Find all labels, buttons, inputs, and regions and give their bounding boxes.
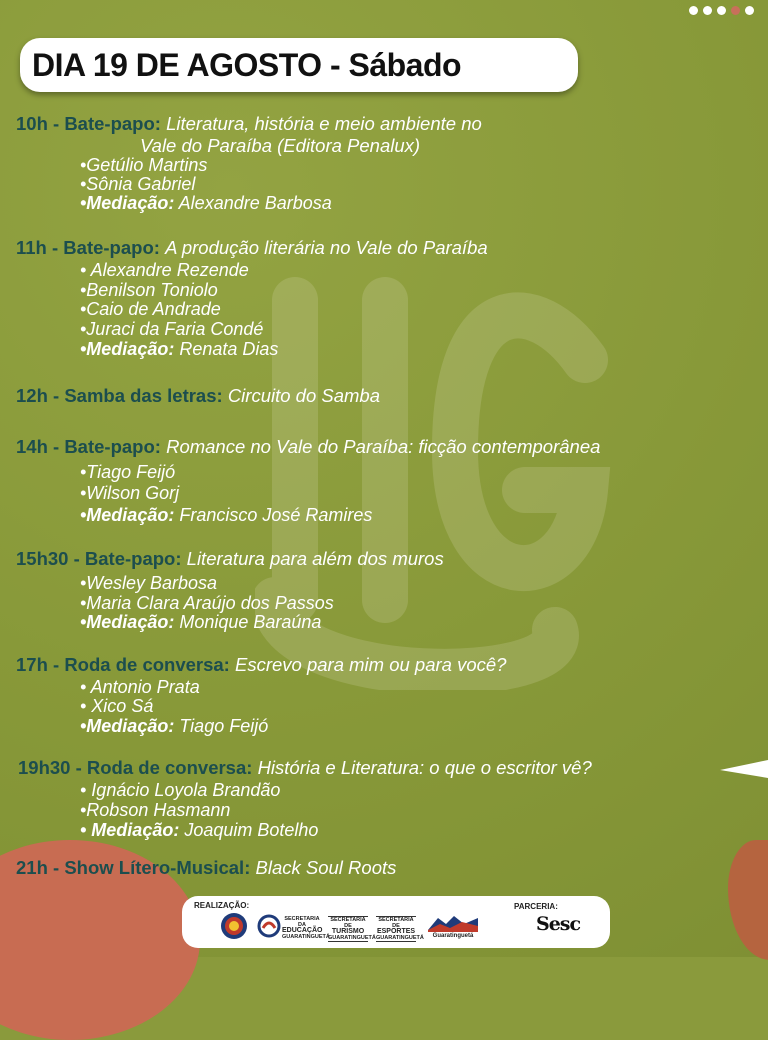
page-dot[interactable] — [703, 6, 712, 15]
participant: •Tiago Feijó — [80, 462, 176, 482]
mediator-name: Renata Dias — [179, 339, 279, 359]
participant: • Antonio Prata — [80, 677, 200, 697]
event-time: 12h - Samba das letras: — [16, 385, 223, 406]
event-description: Literatura, história e meio ambiente no — [166, 113, 482, 134]
mediator-name: Francisco José Ramires — [179, 505, 373, 525]
event-time: 14h - Bate-papo: — [16, 436, 161, 457]
mediation-line — [80, 339, 278, 360]
mediator-name: Joaquim Botelho — [184, 820, 319, 840]
mediation-line — [80, 505, 372, 526]
guaratingueta-logo-mark — [428, 912, 478, 932]
page-dot[interactable] — [689, 6, 698, 15]
guaratingueta-logo-text: Guaratinguetá — [432, 933, 474, 939]
mediator-name: Alexandre Barbosa — [178, 193, 332, 213]
participant: • Ignácio Loyola Brandão — [80, 780, 281, 800]
event-time: 21h - Show Lítero-Musical: — [16, 857, 251, 878]
educacao-logo-mark — [257, 914, 281, 938]
mediation-label: •Mediação: — [80, 193, 175, 213]
mediation-line — [80, 716, 268, 737]
realizacao-label: REALIZAÇÃO: — [194, 901, 250, 910]
title-banner — [20, 38, 578, 92]
event-10h — [16, 113, 482, 135]
participant: •Sônia Gabriel — [80, 174, 196, 194]
page-dot[interactable] — [717, 6, 726, 15]
event-19h30 — [18, 757, 592, 779]
event-12h — [16, 385, 380, 407]
event-description: A produção literária no Vale do Paraíba — [165, 237, 488, 258]
event-description: História e Literatura: o que o escritor vê? — [257, 757, 592, 778]
mediation-line — [80, 820, 318, 841]
event-15h30 — [16, 548, 444, 570]
event-21h — [16, 857, 396, 879]
mediation-label: •Mediação: — [80, 339, 175, 359]
page-dot[interactable] — [745, 6, 754, 15]
page-dot-active[interactable] — [731, 6, 740, 15]
event-time: 10h - Bate-papo: — [16, 113, 161, 134]
pencil-icon — [720, 748, 768, 788]
event-description: Black Soul Roots — [255, 857, 397, 878]
mediation-label: •Mediação: — [80, 612, 175, 632]
participant: •Robson Hasmann — [80, 800, 231, 820]
city-seal-logo — [220, 912, 248, 940]
mediation-label: • Mediação: — [80, 820, 180, 840]
page-indicator — [689, 6, 754, 15]
mediation-line — [80, 193, 332, 214]
participant: •Juraci da Faria Condé — [80, 319, 264, 339]
sesc-logo: Sesc — [536, 913, 581, 935]
mediator-name: Monique Baraúna — [179, 612, 322, 632]
event-17h — [16, 654, 506, 676]
event-description: Romance no Vale do Paraíba: ficção contemporânea — [166, 436, 601, 457]
mediation-line — [80, 612, 321, 633]
event-11h — [16, 237, 488, 259]
participant: •Wilson Gorj — [80, 483, 180, 503]
event-time: 11h - Bate-papo: — [16, 237, 160, 258]
event-14h — [16, 436, 600, 458]
event-time: 19h30 - Roda de conversa: — [18, 757, 253, 778]
turismo-logo: SECRETARIA DE TURISMO GUARATINGUETÁ — [328, 917, 376, 941]
participant: • Xico Sá — [80, 696, 154, 716]
event-time: 15h30 - Bate-papo: — [16, 548, 182, 569]
esportes-logo: SECRETARIA DE ESPORTES GUARATINGUETÁ — [376, 917, 424, 941]
participant: • Alexandre Rezende — [80, 260, 249, 280]
mediation-label: •Mediação: — [80, 505, 175, 525]
event-description: Circuito do Samba — [227, 385, 380, 406]
participant: •Maria Clara Araújo dos Passos — [80, 593, 334, 613]
event-description: Escrevo para mim ou para você? — [234, 654, 507, 675]
educacao-logo-text: SECRETARIA DA EDUCAÇÃO GUARATINGUETÁ — [282, 916, 330, 940]
participant: •Caio de Andrade — [80, 299, 221, 319]
participant: •Benilson Toniolo — [80, 280, 218, 300]
sponsors-bar — [182, 896, 610, 948]
mediation-label: •Mediação: — [80, 716, 175, 736]
event-time: 17h - Roda de conversa: — [16, 654, 230, 675]
participant: •Getúlio Martins — [80, 155, 208, 175]
event-description: Literatura para além dos muros — [186, 548, 444, 569]
mediator-name: Tiago Feijó — [179, 716, 269, 736]
parceria-label: PARCERIA: — [514, 902, 558, 911]
page-title: DIA 19 DE AGOSTO - Sábado — [32, 47, 462, 83]
event-description-continued: Vale do Paraíba (Editora Penalux) — [140, 135, 421, 156]
participant: •Wesley Barbosa — [80, 573, 218, 593]
